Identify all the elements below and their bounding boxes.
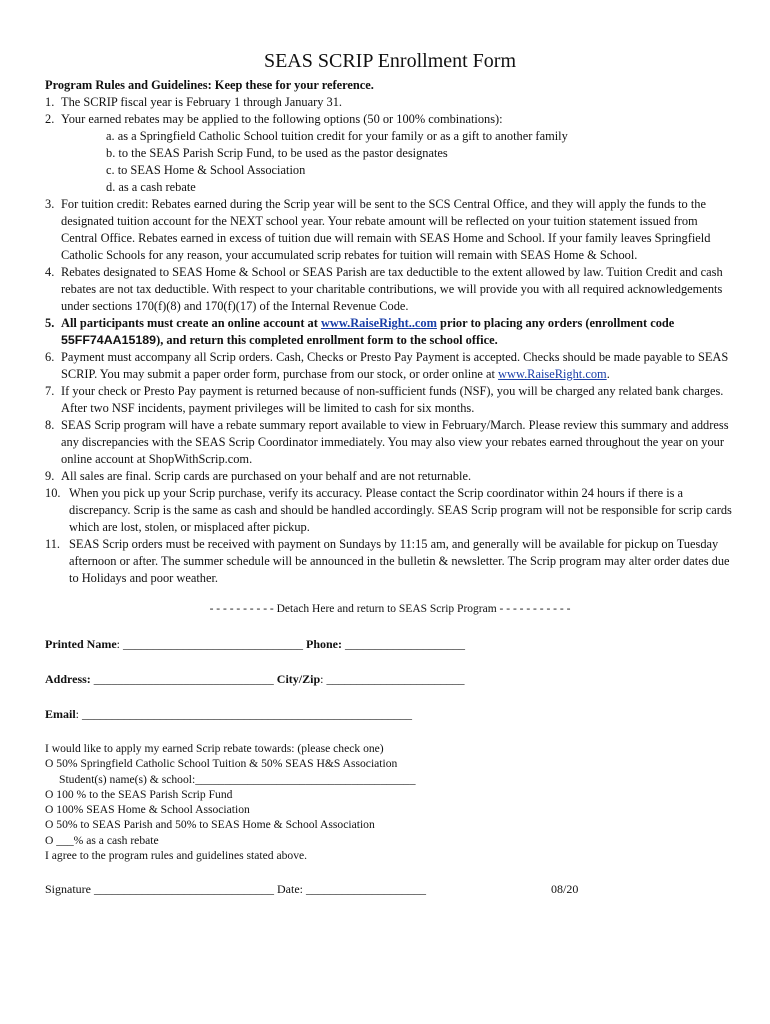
rule-2-option-d: d. as a cash rebate bbox=[106, 180, 196, 194]
enrollment-code: 55FF74AA15189 bbox=[61, 333, 157, 347]
email-label: Email bbox=[45, 707, 76, 721]
rules-heading: Program Rules and Guidelines: Keep these for your reference. bbox=[45, 78, 374, 92]
form-version: 08/20 bbox=[551, 882, 579, 897]
rule-6: 6. Payment must accompany all Scrip orders. Cash, Checks or Presto Pay Payment is accepted. Checks should be made payable to SEAS SCRIP. You may submit a paper order form, purchase from our stock, or order online at www.RaiseRight.com. bbox=[45, 350, 729, 381]
page-title: SEAS SCRIP Enrollment Form bbox=[263, 50, 517, 72]
name-phone-row bbox=[45, 636, 735, 653]
printed-name-field[interactable]: : ______________________________ bbox=[116, 637, 303, 651]
address-field[interactable]: ______________________________ bbox=[90, 672, 274, 686]
city-zip-label: City/Zip bbox=[276, 672, 321, 686]
detach-line: - - - - - - - - - - Detach Here and return to SEAS Scrip Program - - - - - - - - - - - bbox=[209, 603, 571, 615]
rule-4: 4. Rebates designated to SEAS Home & School or SEAS Parish are tax deductible to the extent allowed by law. Tuition Credit and cash rebates are not tax deductible. With respect to your charitable contributions, we will provide you with all required acknowledgements under sections 170(f)(8) and 170(f)(17) of the Internal Revenue Code. bbox=[45, 265, 723, 313]
raiseright-link-2[interactable]: www.RaiseRight.com bbox=[498, 367, 607, 381]
phone-label: Phone: bbox=[306, 637, 342, 651]
signature-row bbox=[45, 881, 735, 898]
rule-5: 5. All participants must create an online account at www.RaiseRight..com prior to placing any orders (enrollment code 55FF74AA15189), and return this completed enrollment form to the school office. bbox=[45, 316, 675, 347]
phone-field[interactable]: ____________________ bbox=[342, 637, 465, 651]
email-field[interactable]: : _______________________________________________________ bbox=[75, 707, 413, 721]
address-label: Address: bbox=[45, 672, 91, 686]
rule-2-option-a: a. as a Springfield Catholic School tuition credit for your family or as a gift to another family bbox=[106, 129, 568, 143]
option-parish-fund[interactable]: O 100 % to the SEAS Parish Scrip Fund bbox=[45, 787, 233, 801]
options-intro: I would like to apply my earned Scrip rebate towards: (please check one) bbox=[45, 742, 384, 755]
rule-2-option-b: b. to the SEAS Parish Scrip Fund, to be used as the pastor designates bbox=[106, 146, 448, 160]
rule-1: 1. The SCRIP fiscal year is February 1 through January 31. bbox=[45, 95, 343, 109]
rule-9: 9. All sales are final. Scrip cards are purchased on your behalf and are not returnable. bbox=[45, 469, 472, 483]
rule-10: 10. When you pick up your Scrip purchase, verify its accuracy. Please contact the Scrip coordinator within 24 hours if there is a discrepancy. Scrip is the same as cash and should be handled accordingly. SEAS Scrip program will not be responsible for scrip cards which are lost, stolen, or misplaced after pickup. bbox=[45, 486, 732, 534]
rule-7: 7. If your check or Presto Pay payment is returned because of non-sufficient funds (NSF), you will be charged any related bank charges. After two NSF incidents, payment privileges will be limited to cash for six months. bbox=[45, 384, 724, 415]
rule-8: 8. SEAS Scrip program will have a rebate summary report available to view in February/March. Please review this summary and address any discrepancies with the SEAS Scrip Coordinator immediately. You may also view your rebates earned throughout the year on your online account at ShopWithScrip.com. bbox=[45, 418, 729, 466]
rules-list bbox=[45, 94, 735, 587]
signature-date-field[interactable]: Signature ______________________________ Date: ____________________ bbox=[45, 882, 426, 897]
rule-2-option-c: c. to SEAS Home & School Association bbox=[106, 163, 306, 177]
printed-name-label: Printed Name bbox=[45, 637, 117, 651]
enrollment-form bbox=[45, 48, 735, 898]
option-home-school[interactable]: O 100% SEAS Home & School Association bbox=[45, 803, 250, 817]
rebate-options bbox=[45, 741, 735, 863]
rule-3: 3. For tuition credit: Rebates earned during the Scrip year will be sent to the SCS Central Office, and they will apply the funds to the designated tuition account for the NEXT school year. Your rebate amount will be reflected on your tuition statement issued from Central Office. Rebates earned in excess of tuition due will remain with SEAS Home and School. If your family leaves Springfield Catholic Schools for any reason, your accumulated scrip rebates for tuition will remain with SEAS Home & School. bbox=[45, 197, 711, 262]
raiseright-link[interactable]: www.RaiseRight..com bbox=[320, 316, 437, 330]
address-city-row bbox=[45, 671, 735, 688]
option-cash-rebate[interactable]: O ___% as a cash rebate bbox=[45, 833, 159, 847]
email-row bbox=[45, 706, 735, 723]
student-names-field[interactable]: Student(s) name(s) & school:______________________________________ bbox=[59, 772, 416, 786]
agreement-text: I agree to the program rules and guidelines stated above. bbox=[45, 849, 308, 863]
option-tuition-hs[interactable]: O 50% Springfield Catholic School Tuition & 50% SEAS H&S Association bbox=[45, 757, 398, 771]
option-parish-hs-split[interactable]: O 50% to SEAS Parish and 50% to SEAS Home & School Association bbox=[45, 818, 375, 832]
city-zip-field[interactable]: : _______________________ bbox=[320, 672, 465, 686]
rule-11: 11. SEAS Scrip orders must be received with payment on Sundays by 11:15 am, and generally will be available for pickup on Tuesday afternoon or after. The summer schedule will be announced in the bulletin & newsletter. The Scrip program may alter order dates due to Holidays and poor weather. bbox=[45, 537, 730, 585]
rule-2: 2. Your earned rebates may be applied to the following options (50 or 100% combinations): a. as a Springfield Catholic School tuition credit for your family or as a gift to another family b. to the SEAS Parish Scrip Fund, to be used as the pastor designates c. to SEAS Home & School Association d. as a cash rebate bbox=[45, 111, 735, 196]
